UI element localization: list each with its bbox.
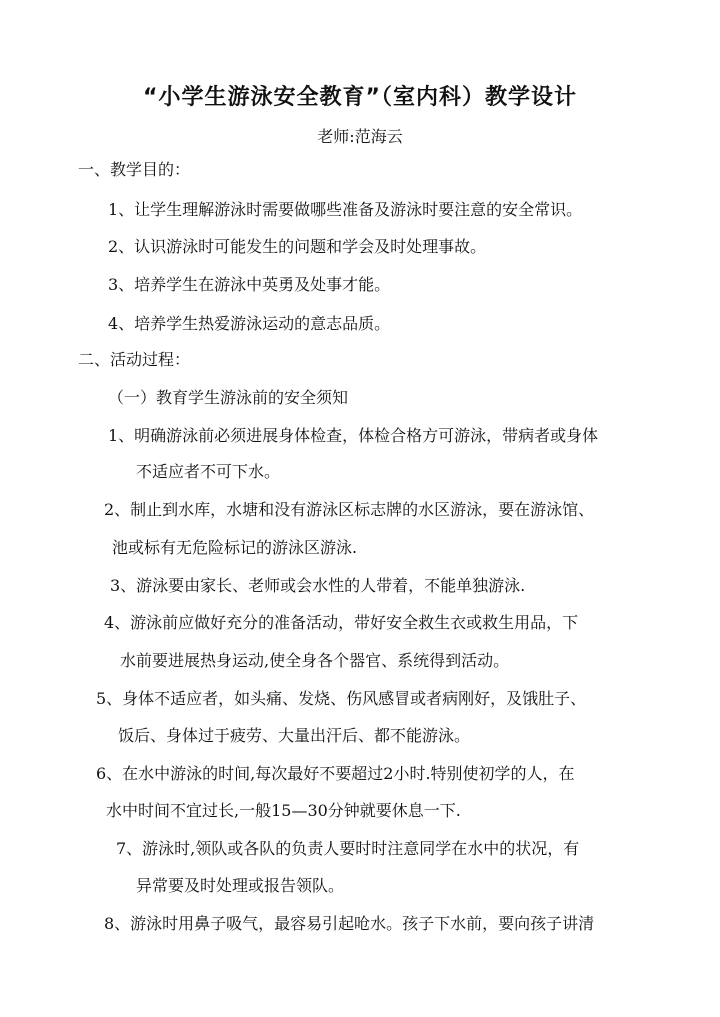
section-heading: 一、教学目的： <box>78 160 191 179</box>
paragraph-line: 2、制止到水库，水塘和没有游泳区标志牌的水区游泳，要在游泳馆、 <box>104 500 595 519</box>
objective-item: 1、让学生理解游泳时需要做哪些准备及游泳时要注意的安全常识。 <box>108 200 583 219</box>
paragraph-line: 3、游泳要由家长、老师或会水性的人带着，不能单独游泳. <box>110 576 526 595</box>
paragraph-line: 8、游泳时用鼻子吸气，最容易引起呛水。孩子下水前，要向孩子讲清 <box>104 914 595 933</box>
objective-item: 2、认识游泳时可能发生的问题和学会及时处理事故。 <box>108 237 487 256</box>
document-author: 老师:范海云 <box>317 127 403 146</box>
section-heading: 二、活动过程： <box>78 350 191 369</box>
paragraph-line: 7、游泳时,领队或各队的负责人要时时注意同学在水中的状况，有 <box>116 839 580 858</box>
objective-item: 3、培养学生在游泳中英勇及处事才能。 <box>108 275 391 294</box>
paragraph-line: 6、在水中游泳的时间,每次最好不要超过2小时.特别使初学的人，在 <box>96 764 575 783</box>
paragraph-line: 池或标有无危险标记的游泳区游泳. <box>112 538 358 557</box>
paragraph-line: 水中时间不宜过长,一般15—30分钟就要休息一下. <box>106 801 461 820</box>
objective-item: 4、培养学生热爱游泳运动的意志品质。 <box>108 314 391 333</box>
paragraph-line: 饭后、身体过于疲劳、大量出汗后、都不能游泳。 <box>118 726 471 745</box>
paragraph-line: 水前要进展热身运动,使全身各个器官、系统得到活动。 <box>120 651 510 670</box>
paragraph-line: 1、明确游泳前必须进展身体检查，体检合格方可游泳，带病者或身体 <box>108 426 599 445</box>
paragraph-line: 不适应者不可下水。 <box>136 462 281 481</box>
paragraph-line: 异常要及时处理或报告领队。 <box>136 876 345 895</box>
document-title: “小学生游泳安全教育”（室内科）教学设计 <box>143 85 577 110</box>
subsection-heading: （一）教育学生游泳前的安全须知 <box>108 388 349 407</box>
paragraph-line: 4、游泳前应做好充分的准备活动，带好安全救生衣或救生用品，下 <box>104 613 579 632</box>
paragraph-line: 5、身体不适应者，如头痛、发烧、伤风感冒或者病刚好，及饿肚子、 <box>96 689 587 708</box>
